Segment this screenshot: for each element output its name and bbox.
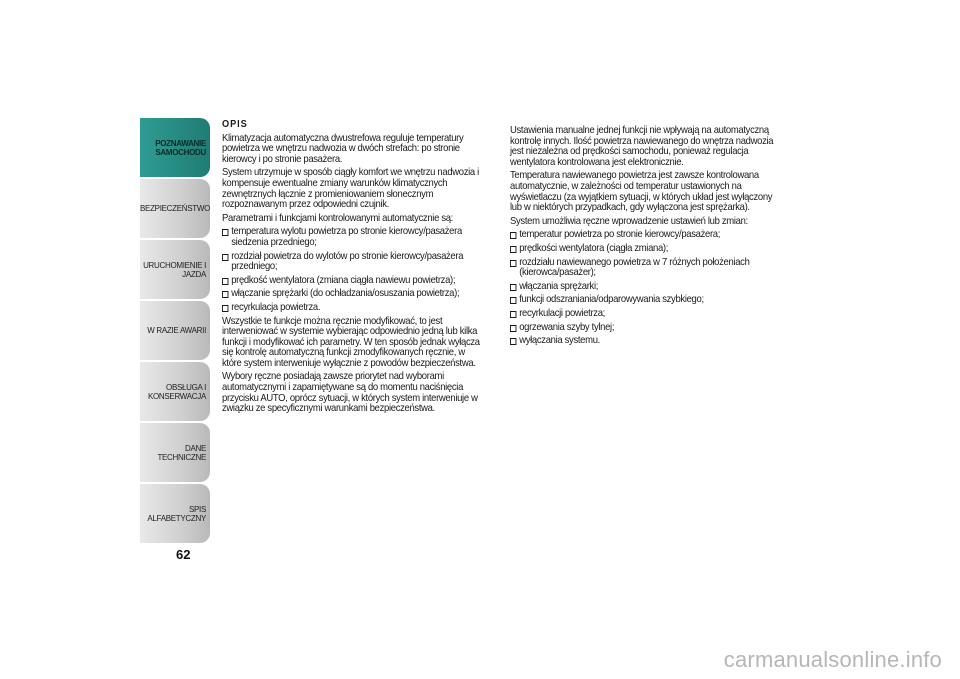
list-item-text: recyrkulacji powietrza; bbox=[519, 307, 605, 319]
list-item-text: prędkość wentylatora (zmiana ciągła nawiewu powietrza); bbox=[231, 274, 456, 286]
paragraph: Temperatura nawiewanego powietrza jest zawsze kontrolowana automatycznie, w zależności od temperatur ustawionych na wyświetlaczu (za wyjątkiem sytuacji, w których układ jest wyłączony lub w niektórych przypadkach, gdy wyłączona jest sprężarka). bbox=[510, 170, 773, 214]
tab-spis-alfabetyczny[interactable] bbox=[140, 484, 210, 543]
list-item-text: ogrzewania szyby tylnej; bbox=[519, 321, 615, 333]
tab-w-razie-awarii[interactable] bbox=[140, 301, 210, 360]
checkbox-bullet-icon bbox=[510, 246, 516, 253]
checkbox-bullet-icon bbox=[222, 305, 228, 312]
page-number: 62 bbox=[176, 547, 191, 562]
list-item-text: funkcji odszraniania/odparowywania szybkiego; bbox=[519, 294, 704, 306]
tab-uruchomienie-i-jazda[interactable] bbox=[140, 240, 210, 299]
paragraph: Ustawienia manualne jednej funkcji nie wpływają na automatyczną kontrolę innych. Ilość powietrza nawiewanego do wnętrza nadwozia jest niezależna od prędkości samochodu, ponieważ regulacja wentylatora kontrolowana jest elektronicznie. bbox=[510, 125, 774, 168]
paragraph: Parametrami i funkcjami kontrolowanymi automatycznie są: bbox=[222, 212, 454, 224]
paragraph: Wszystkie te funkcje można ręcznie modyfikować, to jest interweniować w systemie wybierając odpowiednio jedną lub kilka funkcji i modyfikować ich parametry. W ten sposób jednak wyłącza się kontrolę automatyczną funkcji zmodyfikowanych ręcznie, w które system interweniuje wyłącznie z powodów bezpieczeństwa. bbox=[222, 315, 480, 369]
checkbox-bullet-icon bbox=[510, 325, 516, 332]
checkbox-bullet-icon bbox=[222, 254, 228, 261]
list-item bbox=[510, 336, 779, 347]
list-item bbox=[510, 295, 779, 306]
paragraph: Klimatyzacja automatyczna dwustrefowa reguluje temperatury powietrza we wnętrzu nadwozia w dwóch strefach: po stronie kierowcy i po stronie pasażera. bbox=[222, 132, 464, 165]
paragraph: Wybory ręczne posiadają zawsze priorytet nad wyborami automatycznymi i zapamiętywane są do momentu naciśnięcia przycisku AUTO, oprócz sytuacji, w których system interweniuje w związku ze specyficznymi warunkami bezpieczeństwa. bbox=[222, 371, 478, 415]
list-item bbox=[510, 230, 779, 241]
list-item bbox=[510, 258, 779, 279]
tab-label: BEZPIECZEŃSTWO bbox=[140, 204, 211, 213]
checkbox-bullet-icon bbox=[510, 297, 516, 304]
paragraph: System utrzymuje w sposób ciągły komfort we wnętrzu nadwozia i kompensuje ewentualne zmiany warunków klimatycznych zewnętrznych łącznie z promieniowaniem słonecznym rozpoznawanym przez odpowiedni czujnik. bbox=[222, 167, 479, 211]
tab-label: SPIS ALFABETYCZNY bbox=[147, 504, 206, 523]
right-column bbox=[510, 126, 779, 350]
tab-poznawanie-samochodu[interactable] bbox=[140, 118, 210, 177]
auto-functions-list bbox=[222, 227, 485, 313]
list-item-text: rozdział powietrza do wylotów po stronie kierowcy/pasażera przedniego; bbox=[231, 250, 464, 273]
tab-label: URUCHOMIENIE I JAZDA bbox=[143, 260, 206, 279]
list-item-text: włączania sprężarki; bbox=[519, 280, 599, 292]
tab-label: DANE TECHNICZNE bbox=[157, 443, 206, 462]
list-item-text: wyłączania systemu. bbox=[519, 335, 600, 347]
list-item-text: temperatura wylotu powietrza po stronie kierowcy/pasażera siedzenia przedniego; bbox=[231, 226, 462, 248]
list-item-text: włączanie sprężarki (do ochładzania/osuszania powietrza); bbox=[231, 288, 460, 300]
list-item bbox=[222, 276, 485, 287]
checkbox-bullet-icon bbox=[222, 278, 228, 285]
tab-label: W RAZIE AWARII bbox=[147, 326, 206, 335]
tab-dane-techniczne[interactable] bbox=[140, 423, 210, 482]
tab-label: POZNAWANIE SAMOCHODU bbox=[155, 138, 206, 157]
list-item bbox=[510, 244, 779, 255]
checkbox-bullet-icon bbox=[510, 260, 516, 267]
list-item-text: temperatur powietrza po stronie kierowcy/pasażera; bbox=[519, 229, 721, 241]
checkbox-bullet-icon bbox=[510, 338, 516, 345]
section-heading: OPIS bbox=[222, 119, 248, 130]
list-item bbox=[222, 289, 485, 300]
list-item bbox=[510, 309, 779, 320]
list-item bbox=[222, 227, 485, 248]
tab-bezpieczenstwo[interactable] bbox=[140, 179, 210, 238]
list-item-text: prędkości wentylatora (ciągła zmiana); bbox=[519, 242, 669, 254]
chapter-sidebar bbox=[140, 118, 210, 544]
list-item bbox=[510, 323, 779, 334]
paragraph: System umożliwia ręczne wprowadzenie ustawień lub zmian: bbox=[510, 215, 748, 227]
checkbox-bullet-icon bbox=[510, 284, 516, 291]
list-item-text: recyrkulacja powietrza. bbox=[231, 301, 321, 313]
checkbox-bullet-icon bbox=[222, 229, 228, 236]
checkbox-bullet-icon bbox=[222, 291, 228, 298]
list-item bbox=[510, 282, 779, 293]
checkbox-bullet-icon bbox=[510, 232, 516, 239]
list-item bbox=[222, 252, 485, 273]
list-item bbox=[222, 303, 485, 314]
manual-settings-list bbox=[510, 230, 779, 346]
watermark[interactable]: carmanualsonline.info bbox=[723, 647, 942, 672]
left-column bbox=[222, 120, 485, 418]
list-item-text: rozdziału nawiewanego powietrza w 7 różnych położeniach (kierowca/pasażer); bbox=[519, 256, 750, 279]
tab-obsluga-i-konserwacja[interactable] bbox=[140, 362, 210, 421]
checkbox-bullet-icon bbox=[510, 311, 516, 318]
tab-label: OBSŁUGA I KONSERWACJA bbox=[147, 382, 206, 401]
